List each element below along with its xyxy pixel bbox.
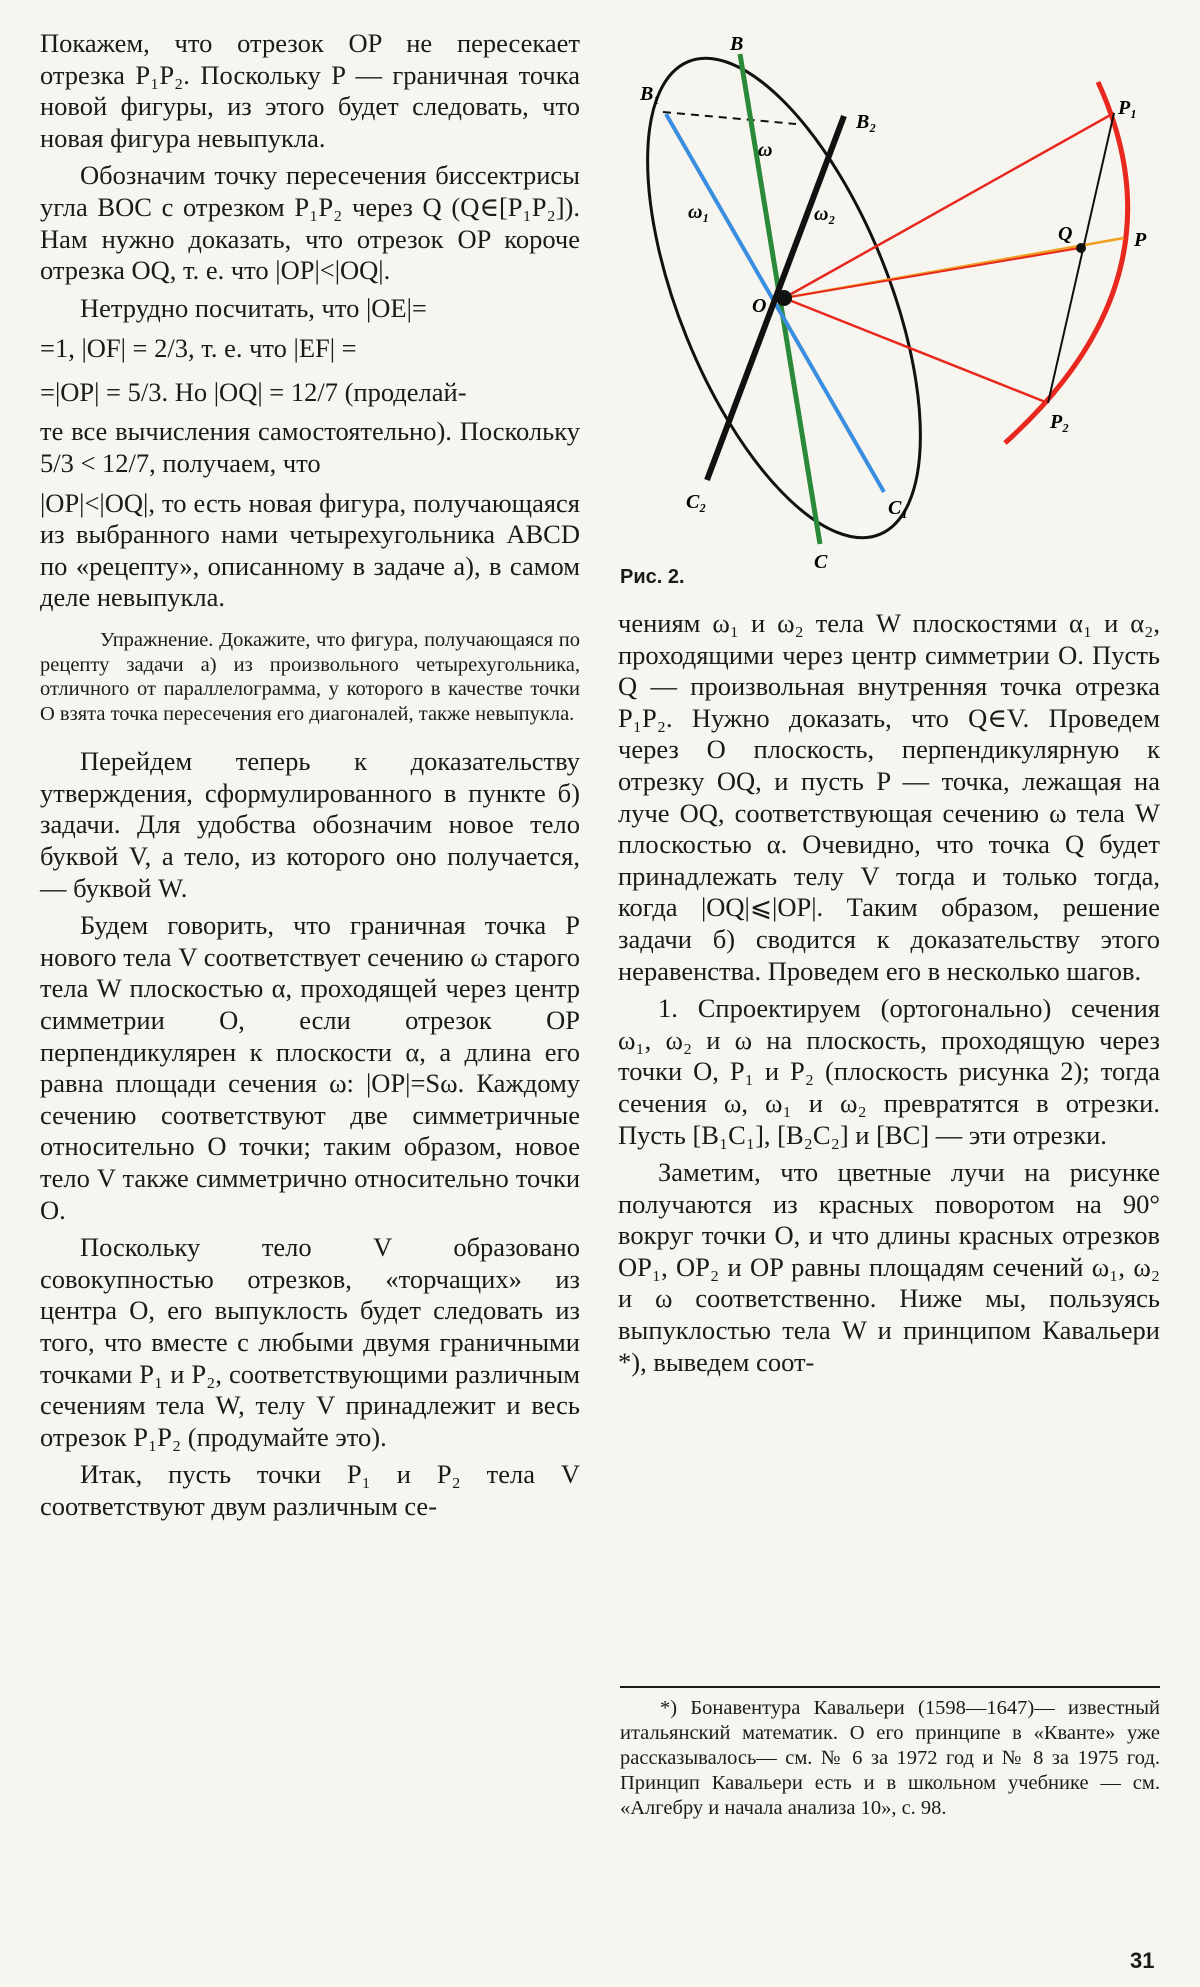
paragraph-compute-2: те все вычисления самостоятельно). Поскольку 5/3 < 12/7, получаем, что <box>40 416 580 478</box>
body-section-ellipse <box>618 28 977 574</box>
figure-caption: Рис. 2. <box>620 566 685 588</box>
paragraph-compute-1: Нетрудно посчитать, что |OE|= <box>80 292 427 323</box>
dashed-b1-b2 <box>663 112 796 124</box>
left-column <box>40 28 580 1523</box>
paragraph-nonconvex: |OP|<|OQ|, то есть новая фигура, получающаяся из выбранного нами четырехугольника ABCD по «рецепту», описанному в задаче а), в самом деле невыпукла. <box>40 487 580 613</box>
label-omega2: ω₂ <box>814 203 836 225</box>
label-p2: P₂ <box>1050 411 1070 433</box>
label-q: Q <box>1058 223 1073 245</box>
label-omega: ω <box>758 139 773 161</box>
label-b: B <box>730 33 744 55</box>
paragraph-points-p1-p2: Итак, пусть точки P₁ и P₂ тела V соответствуют двум различным се- <box>40 1459 580 1521</box>
label-omega1: ω₁ <box>688 201 710 223</box>
point-q <box>1076 243 1086 253</box>
formula-of: =1, |OF| = 2/3, т. е. что |EF| = <box>40 333 357 364</box>
page-number: 31 <box>1130 1948 1155 1973</box>
paragraph-rotation: Заметим, что цветные лучи на рисунке получаются из красных поворотом на 90° вокруг точки O, и что длины красных отрезков OP₁, OP₂ и OP равны площадям сечений ω₁, ω₂ и ω соответственно. Ниже мы, пользуясь выпуклостью тела W и принципом Кавальери *), выведем соот- <box>618 1157 1160 1377</box>
paragraph-projection: 1. Спроектируем (ортогонально) сечения ω₁, ω₂ и ω на плоскость, проходящую через точки O, P₁ и P₂ (плоскость рисунка 2); тогда сечения ω, ω₁ и ω₂ превратятся в отрезки. Пусть [B₁C₁], [B₂C₂] и [BC] — эти отрезки. <box>618 993 1160 1150</box>
paragraph-sections: чениям ω₁ и ω₂ тела W плоскостями α₁ и α₂, проходящими через центр симметрии O. Пусть Q — произвольная внутренняя точка отрезка P₁P₂. Нужно доказать, что Q∈V. Проведем через O плоскость, перпендикулярную к отрезку OQ, и пусть P — точка, лежащая на луче OQ, соответствующая сечению ω тела W плоскостью α. Очевидно, что точка Q будет принадлежать телу V тогда и только тогда, когда |OQ|⩽|OP|. Таким образом, решение задачи б) сводится к доказательству этого неравенства. Проведем его в несколько шагов. <box>618 608 1160 986</box>
figure-2-diagram <box>618 28 1178 588</box>
label-c1: C₁ <box>888 497 909 519</box>
paragraph-correspondence: Будем говорить, что граничная точка P нового тела V соответствует сечению ω старого тела W плоскостью α, проходящей через центр симметрии O, если отрезок OP перпендикулярен к плоскости α, а длина его равна площади сечения ω: |OP|=Sω. Каждому сечению соответствуют две симметричные относительно O точки; таким образом, новое тело V также симметрично относительно точки O. <box>40 910 580 1225</box>
paragraph-proof-b: Перейдем теперь к доказательству утверждения, сформулированного в пункте б) задачи. Для удобства обозначим новое тело буквой V, а тело, из которого оно получается, — буквой W. <box>40 746 580 903</box>
label-c2: C₂ <box>686 491 707 513</box>
footnote-cavalieri: *) Бонавентура Кавальери (1598—1647)— известный итальянский математик. О его принципе в «Кванте» уже рассказывалось— см. № 6 за 1972 год и № 8 за 1975 год. Принцип Кавальери есть и в школьном учебнике — см. «Алгебру и начала анализа 10», с. 98. <box>620 1697 1160 1819</box>
segment-b2c2-black <box>707 116 844 480</box>
right-column <box>618 608 1160 1378</box>
paragraph-convexity: Поскольку тело V образовано совокупностью отрезков, «торчащих» из центра O, его выпуклость будет следовать из того, что вместе с любыми двумя граничными точками P₁ и P₂, соответствующими различным сечениям тела W, телу V принадлежит и весь отрезок P₁P₂ (продумайте это). <box>40 1232 580 1452</box>
label-b2: B₂ <box>856 111 877 133</box>
exercise-text: Упражнение. Докажите, что фигура, получающаяся по рецепту задачи а) из произвольного четырехугольника, отличного от параллелограмма, у которого в качестве точки O взята точка пересечения его диагоналей, также невыпукла. <box>40 628 580 725</box>
label-c: C <box>814 551 828 573</box>
label-b1: B₁ <box>640 83 661 105</box>
point-o <box>776 290 792 306</box>
label-o: O <box>752 295 767 317</box>
label-p: P <box>1134 229 1147 251</box>
label-p1: P₁ <box>1118 97 1138 119</box>
paragraph-op-not-intersect: Покажем, что отрезок OP не пересекает отрезка P₁P₂. Поскольку P — граничная точка новой фигуры, из этого будет следовать, что новая фигура невыпукла. <box>40 28 580 153</box>
formula-op-oq: =|OP| = 5/3. Но |OQ| = 12/7 (проделай- <box>40 377 467 408</box>
paragraph-bisector: Обозначим точку пересечения биссектрисы угла BOC с отрезком P₁P₂ через Q (Q∈[P₁P₂]). Нам нужно доказать, что отрезок OP короче отрезка OQ, т. е. что |OP|<|OQ|. <box>40 160 580 286</box>
footnote-divider <box>620 1686 1160 1688</box>
